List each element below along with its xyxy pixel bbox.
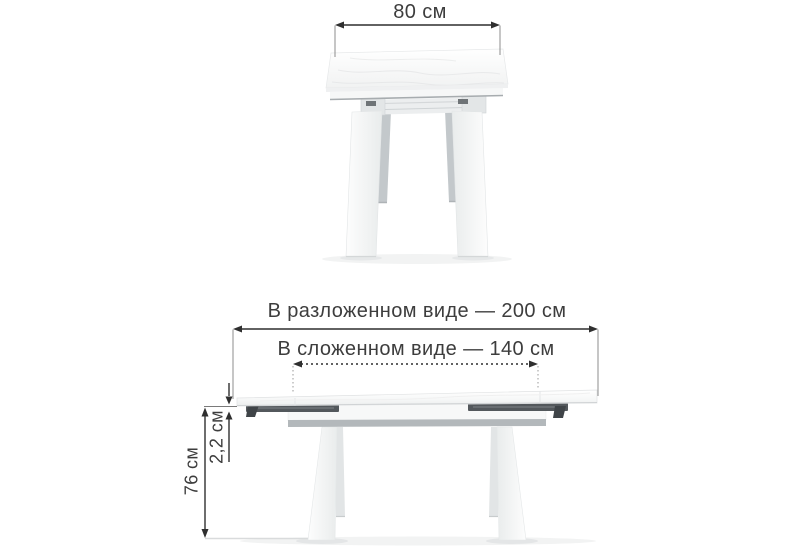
thickness-dimension-label: 2,2 см — [206, 410, 227, 464]
folded-width-dimension — [293, 361, 538, 394]
top-width-dimension-label: 80 см — [393, 1, 447, 23]
folded-width-dimension-label: В сложенном виде — 140 см — [277, 338, 555, 360]
extended-width-dimension — [233, 326, 598, 400]
height-dimension-label: 76 см — [181, 446, 202, 496]
extended-width-dimension-label: В разложенном виде — 200 см — [267, 300, 567, 322]
table-side-view-illustration — [205, 390, 597, 546]
table-end-view-illustration — [322, 49, 512, 264]
